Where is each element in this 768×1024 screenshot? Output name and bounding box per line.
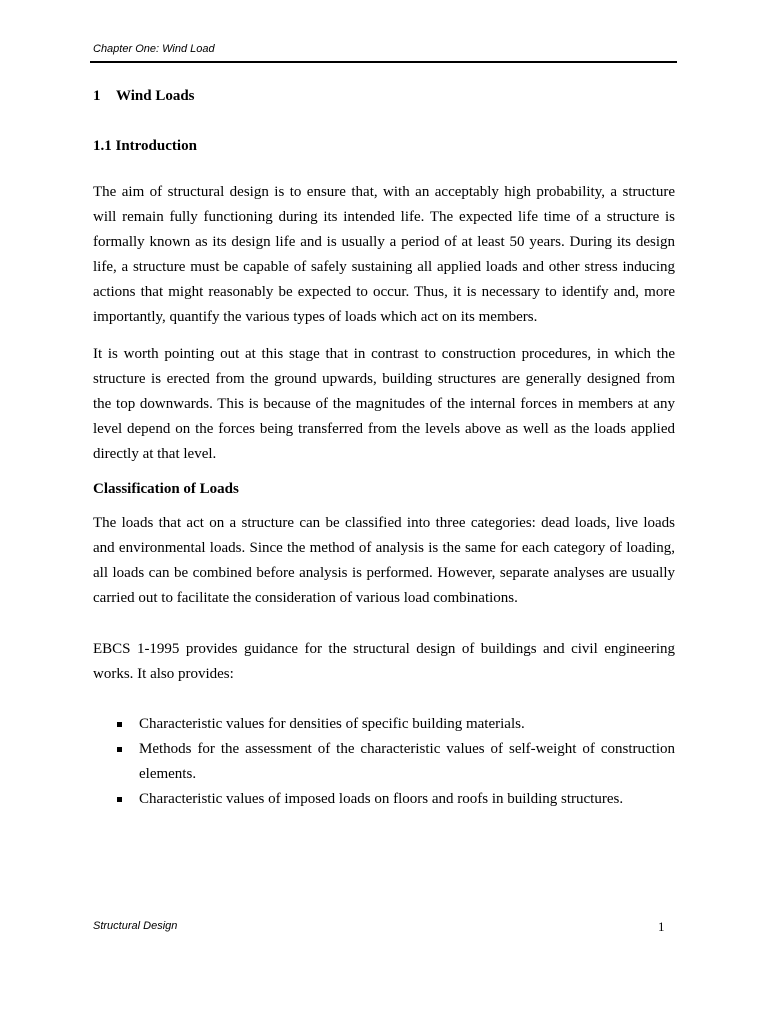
square-bullet-icon	[117, 747, 122, 752]
square-bullet-icon	[117, 797, 122, 802]
square-bullet-icon	[117, 722, 122, 727]
paragraph-design-order: It is worth pointing out at this stage that in contrast to construction procedures, in which the structure is erected from the ground upwards, building structures are generally designed from the top downwards. This is because of the magnitudes of the internal forces in members at any level depend on the forces being transferred from the levels above as well as the loads applied directly at that level.	[93, 346, 675, 462]
paragraph-ebcs: EBCS 1-1995 provides guidance for the structural design of buildings and civil engineering works. It also provides:	[93, 641, 675, 682]
list-item: Characteristic values of imposed loads on floors and roofs in building structures.	[139, 787, 675, 812]
subheading-classification: Classification of Loads	[93, 481, 239, 497]
paragraph-load-categories: The loads that act on a structure can be classified into three categories: dead loads, live loads and environmental loads. Since the method of analysis is the same for each category of loading, all loads can be combined before analysis is performed. However, separate analyses are usually carried out to facilitate the consideration of various load combinations.	[93, 515, 675, 606]
list-item: Characteristic values for densities of specific building materials.	[139, 712, 675, 737]
running-footer: Structural Design	[93, 920, 178, 932]
bullet-list	[93, 712, 675, 812]
list-item: Methods for the assessment of the characteristic values of self-weight of construction elements.	[139, 737, 675, 787]
header-rule	[90, 61, 677, 63]
chapter-title: Wind Loads	[116, 88, 195, 104]
chapter-heading	[93, 86, 675, 106]
paragraph-intro: The aim of structural design is to ensure that, with an acceptably high probability, a structure will remain fully functioning during its intended life. The expected life time of a structure is formally known as its design life and is usually a period of at least 50 years. During its design life, a structure must be capable of safely sustaining all applied loads and other stress inducing actions that might reasonably be expected to occur. Thus, it is necessary to identify and, more importantly, quantify the various types of loads which act on its members.	[93, 184, 675, 325]
running-header: Chapter One: Wind Load	[93, 43, 215, 55]
chapter-number: 1	[93, 88, 101, 104]
page-number: 1	[658, 919, 665, 934]
page-body	[93, 86, 675, 812]
section-heading: 1.1 Introduction	[93, 138, 197, 154]
